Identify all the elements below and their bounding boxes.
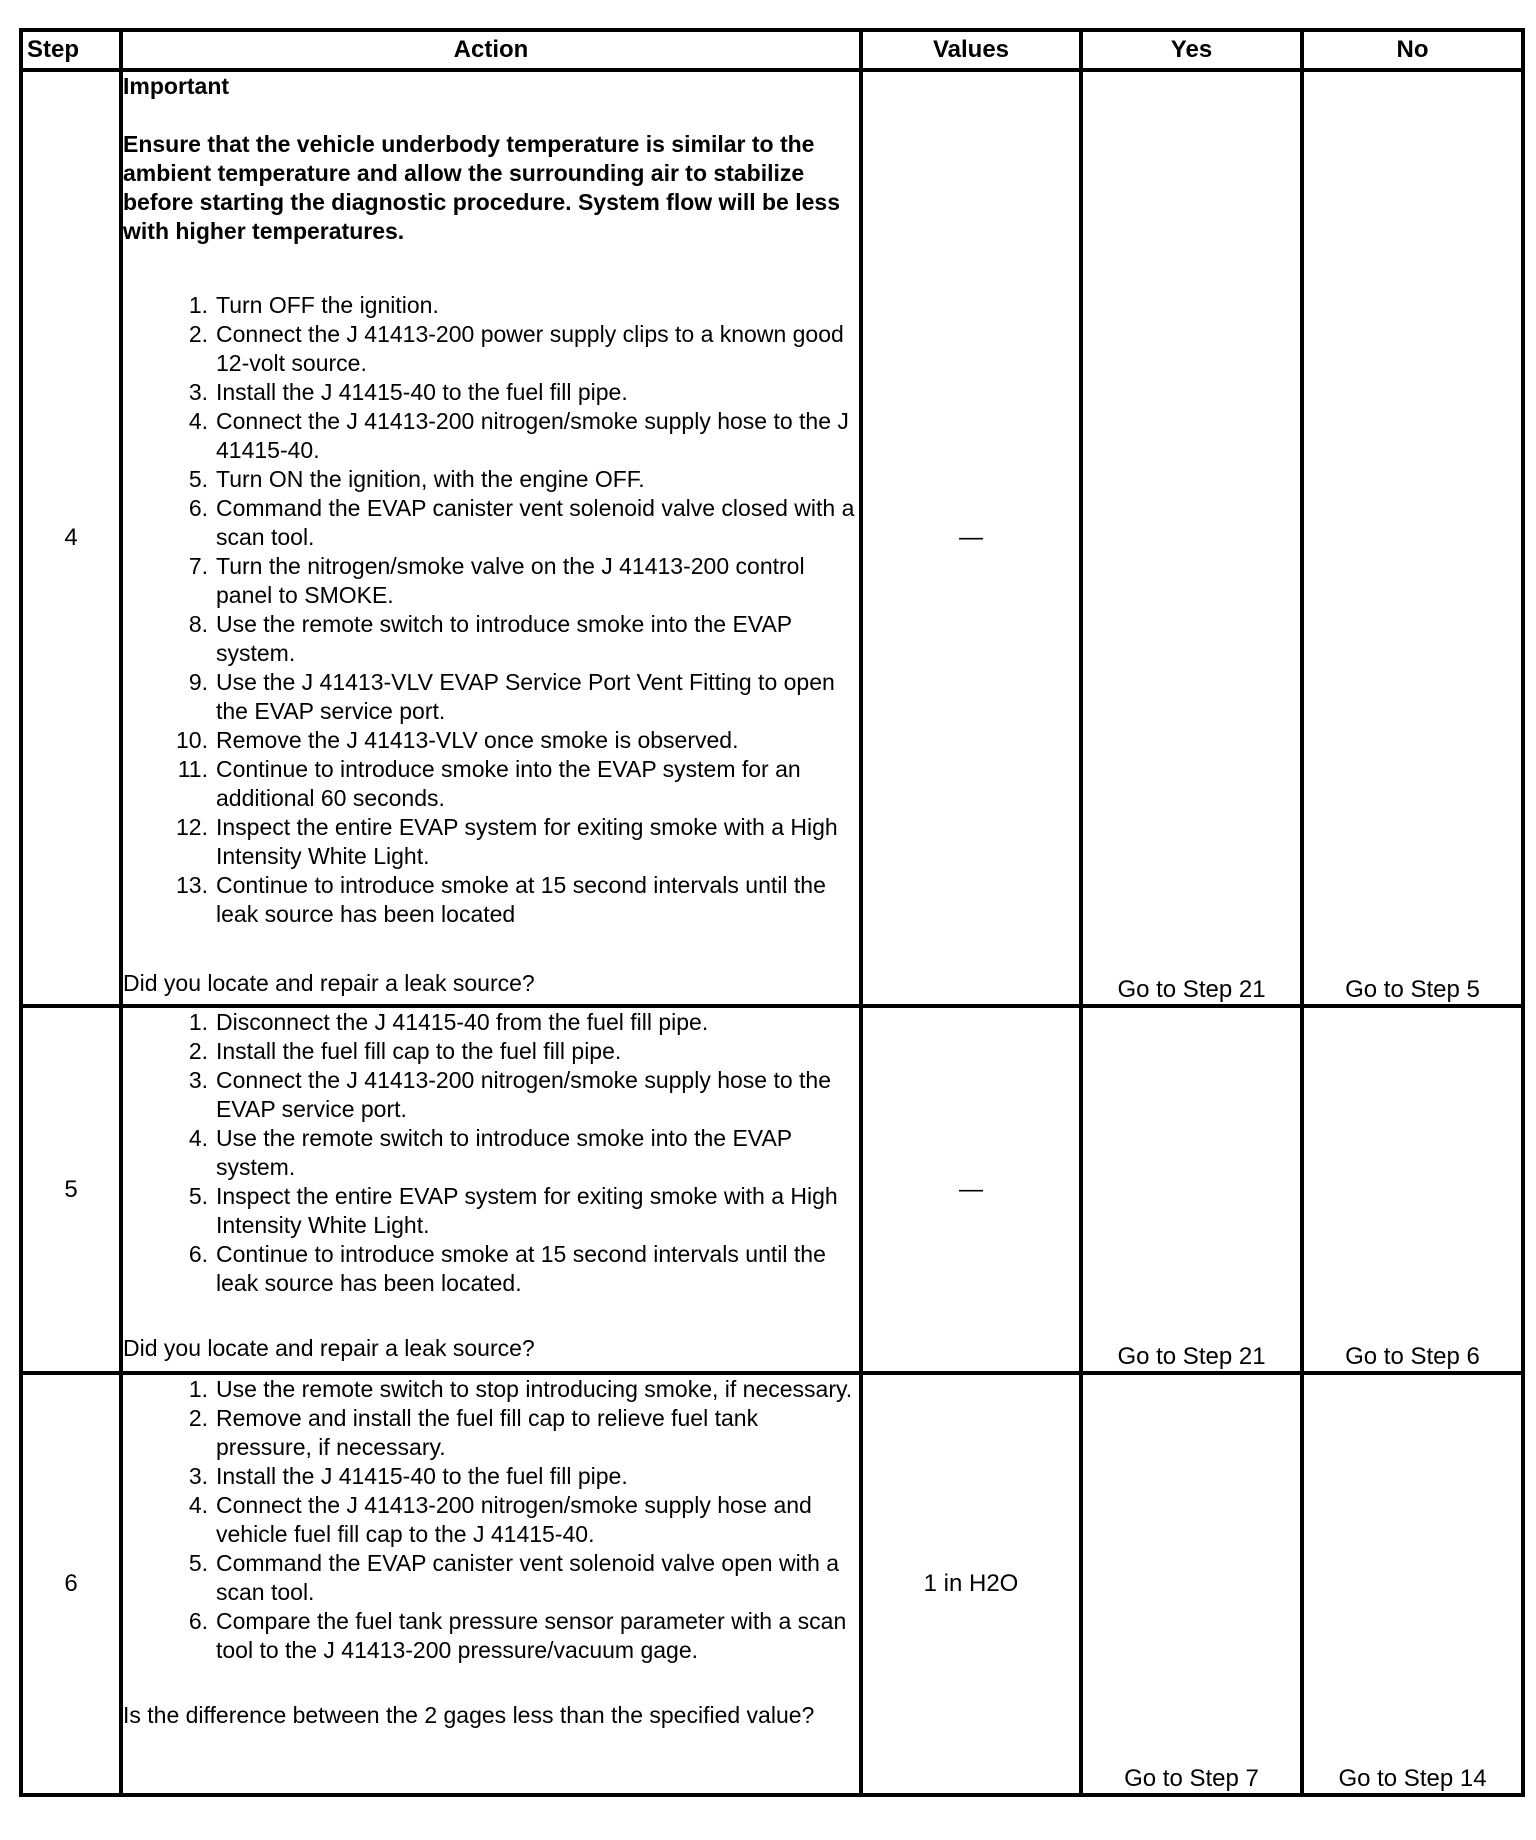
value-cell: — bbox=[861, 70, 1081, 1006]
item-number: 3. bbox=[188, 1067, 208, 1093]
item-text: Continue to introduce smoke at 15 second intervals until the leak source has been located bbox=[216, 872, 826, 927]
list-item bbox=[123, 291, 859, 320]
list-item bbox=[123, 1240, 859, 1298]
table-row bbox=[21, 1006, 1523, 1373]
spacer bbox=[123, 1665, 859, 1701]
header-action: Action bbox=[121, 30, 861, 70]
header-row bbox=[21, 30, 1523, 70]
item-number: 2. bbox=[188, 1405, 208, 1431]
item-text: Compare the fuel tank pressure sensor parameter with a scan tool to the J 41413-200 pressure/vacuum gage. bbox=[216, 1608, 847, 1663]
item-text: Install the J 41415-40 to the fuel fill pipe. bbox=[216, 379, 628, 405]
item-text: Use the remote switch to stop introducing smoke, if necessary. bbox=[216, 1376, 853, 1402]
table-row bbox=[21, 70, 1523, 1006]
item-text: Install the J 41415-40 to the fuel fill pipe. bbox=[216, 1463, 628, 1489]
item-text: Connect the J 41413-200 power supply clips to a known good 12-volt source. bbox=[216, 321, 844, 376]
item-text: Command the EVAP canister vent solenoid valve open with a scan tool. bbox=[216, 1550, 840, 1605]
list-item bbox=[123, 1549, 859, 1607]
item-text: Inspect the entire EVAP system for exiting smoke with a High Intensity White Light. bbox=[216, 814, 838, 869]
item-number: 11. bbox=[177, 756, 208, 782]
item-number: 13. bbox=[176, 872, 208, 898]
action-cell bbox=[121, 1373, 861, 1795]
item-text: Continue to introduce smoke into the EVAP system for an additional 60 seconds. bbox=[216, 756, 801, 811]
list-item bbox=[123, 726, 859, 755]
item-number: 6. bbox=[188, 1608, 208, 1634]
item-number: 4. bbox=[188, 1125, 208, 1151]
item-text: Use the remote switch to introduce smoke into the EVAP system. bbox=[216, 1125, 792, 1180]
item-text: Connect the J 41413-200 nitrogen/smoke supply hose to the J 41415-40. bbox=[216, 408, 849, 463]
important-text: Ensure that the vehicle underbody temperature is similar to the ambient temperature and allow the surrounding air to stabilize before starting the diagnostic procedure. System flow will be less with higher temperatures. bbox=[123, 131, 840, 244]
value-cell: — bbox=[861, 1006, 1081, 1373]
yes-cell: Go to Step 7 bbox=[1081, 1373, 1302, 1795]
important-label: Important bbox=[123, 73, 230, 99]
item-text: Turn ON the ignition, with the engine OFF. bbox=[216, 466, 645, 492]
list-item bbox=[123, 1375, 859, 1404]
item-number: 1. bbox=[188, 1376, 208, 1402]
item-text: Turn the nitrogen/smoke valve on the J 41413-200 control panel to SMOKE. bbox=[216, 553, 805, 608]
question-text: Did you locate and repair a leak source? bbox=[123, 1335, 535, 1361]
item-number: 4. bbox=[188, 408, 208, 434]
item-number: 4. bbox=[188, 1492, 208, 1518]
yes-cell: Go to Step 21 bbox=[1081, 1006, 1302, 1373]
question-text: Did you locate and repair a leak source? bbox=[123, 970, 535, 996]
item-text: Connect the J 41413-200 nitrogen/smoke supply hose to the EVAP service port. bbox=[216, 1067, 832, 1122]
item-text: Turn OFF the ignition. bbox=[216, 292, 439, 318]
no-cell: Go to Step 6 bbox=[1302, 1006, 1523, 1373]
list-item bbox=[123, 1404, 859, 1462]
item-number: 12. bbox=[176, 814, 208, 840]
list-item bbox=[123, 1037, 859, 1066]
item-number: 7. bbox=[188, 553, 208, 579]
spacer bbox=[123, 246, 859, 291]
step-list bbox=[123, 1375, 859, 1665]
item-text: Inspect the entire EVAP system for exiting smoke with a High Intensity White Light. bbox=[216, 1183, 838, 1238]
table-row bbox=[21, 1373, 1523, 1795]
item-text: Use the remote switch to introduce smoke into the EVAP system. bbox=[216, 611, 792, 666]
item-text: Disconnect the J 41415-40 from the fuel fill pipe. bbox=[216, 1009, 709, 1035]
item-number: 1. bbox=[188, 292, 208, 318]
step-number: 4 bbox=[21, 70, 121, 1006]
item-number: 10. bbox=[176, 727, 208, 753]
action-cell bbox=[121, 1006, 861, 1373]
item-number: 9. bbox=[188, 669, 208, 695]
step-list bbox=[123, 291, 859, 929]
item-text: Use the J 41413-VLV EVAP Service Port Vent Fitting to open the EVAP service port. bbox=[216, 669, 835, 724]
item-text: Install the fuel fill cap to the fuel fill pipe. bbox=[216, 1038, 622, 1064]
list-item bbox=[123, 755, 859, 813]
list-item bbox=[123, 465, 859, 494]
item-text: Continue to introduce smoke at 15 second intervals until the leak source has been located. bbox=[216, 1241, 826, 1296]
spacer bbox=[123, 1298, 859, 1334]
item-number: 1. bbox=[188, 1009, 208, 1035]
header-yes: Yes bbox=[1081, 30, 1302, 70]
no-cell: Go to Step 14 bbox=[1302, 1373, 1523, 1795]
list-item bbox=[123, 320, 859, 378]
list-item bbox=[123, 610, 859, 668]
value-cell: 1 in H2O bbox=[861, 1373, 1081, 1795]
question-text: Is the difference between the 2 gages less than the specified value? bbox=[123, 1702, 815, 1728]
list-item bbox=[123, 668, 859, 726]
list-item bbox=[123, 494, 859, 552]
item-number: 6. bbox=[188, 1241, 208, 1267]
item-number: 5. bbox=[188, 1550, 208, 1576]
no-cell: Go to Step 5 bbox=[1302, 70, 1523, 1006]
list-item bbox=[123, 1462, 859, 1491]
item-number: 2. bbox=[188, 1038, 208, 1064]
header-no: No bbox=[1302, 30, 1523, 70]
step-number: 5 bbox=[21, 1006, 121, 1373]
list-item bbox=[123, 378, 859, 407]
list-item bbox=[123, 1124, 859, 1182]
list-item bbox=[123, 1182, 859, 1240]
header-step: Step bbox=[21, 30, 121, 70]
item-number: 6. bbox=[188, 495, 208, 521]
yes-cell: Go to Step 21 bbox=[1081, 70, 1302, 1006]
list-item bbox=[123, 1607, 859, 1665]
list-item bbox=[123, 813, 859, 871]
step-number: 6 bbox=[21, 1373, 121, 1795]
list-item bbox=[123, 552, 859, 610]
item-number: 5. bbox=[188, 1183, 208, 1209]
header-values: Values bbox=[861, 30, 1081, 70]
step-list bbox=[123, 1008, 859, 1298]
list-item bbox=[123, 407, 859, 465]
item-text: Connect the J 41413-200 nitrogen/smoke supply hose and vehicle fuel fill cap to the J 41415-40. bbox=[216, 1492, 812, 1547]
list-item bbox=[123, 871, 859, 929]
item-text: Remove the J 41413-VLV once smoke is observed. bbox=[216, 727, 739, 753]
item-text: Remove and install the fuel fill cap to relieve fuel tank pressure, if necessary. bbox=[216, 1405, 759, 1460]
diagnostic-table bbox=[19, 28, 1525, 1797]
list-item bbox=[123, 1008, 859, 1037]
action-cell bbox=[121, 70, 861, 1006]
item-text: Command the EVAP canister vent solenoid valve closed with a scan tool. bbox=[216, 495, 855, 550]
item-number: 2. bbox=[188, 321, 208, 347]
item-number: 8. bbox=[188, 611, 208, 637]
item-number: 3. bbox=[188, 1463, 208, 1489]
list-item bbox=[123, 1491, 859, 1549]
item-number: 5. bbox=[188, 466, 208, 492]
list-item bbox=[123, 1066, 859, 1124]
spacer bbox=[123, 929, 859, 969]
item-number: 3. bbox=[188, 379, 208, 405]
